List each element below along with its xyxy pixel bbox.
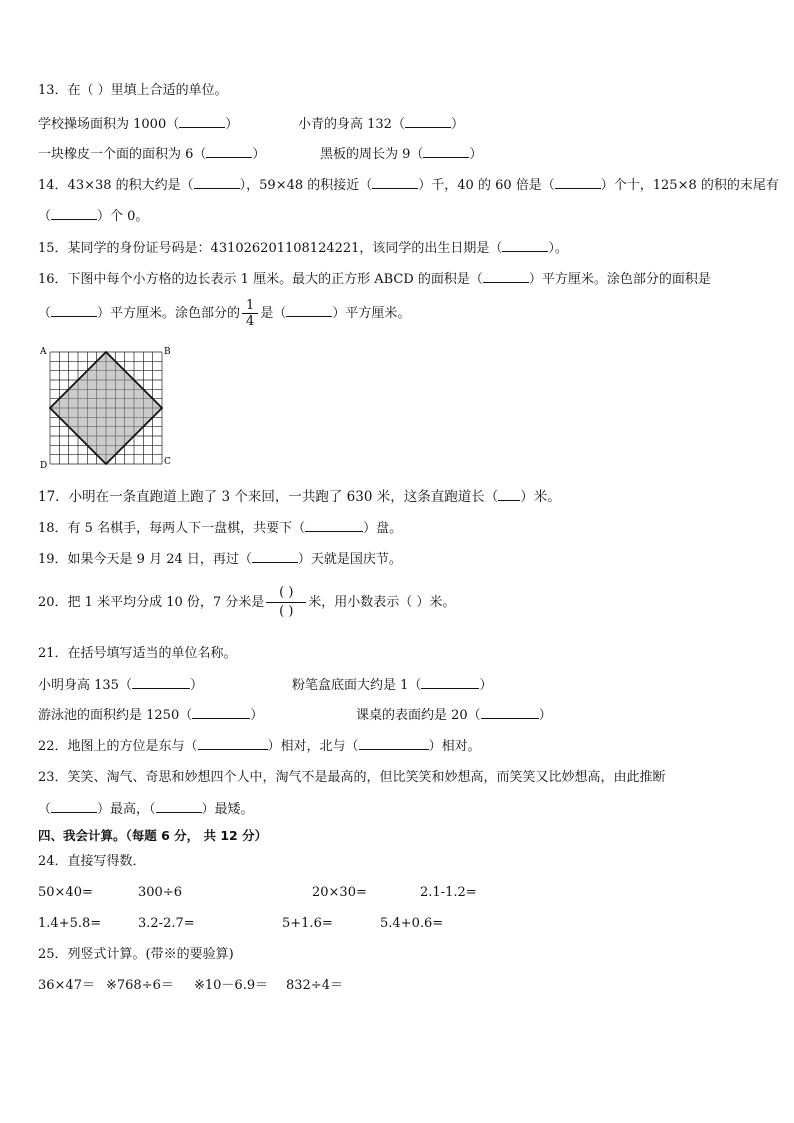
q24-row-2-item-3: 5+1.6= [282, 916, 333, 931]
q25-item-3: ※10－6.9＝ [194, 978, 269, 993]
answer-blank[interactable] [359, 737, 429, 750]
q24-row-2-item-2: 3.2-2.7= [138, 916, 195, 931]
text: 15．某同学的身份证号码是：431026201108124221，该同学的出生日期是（ [38, 241, 503, 256]
fraction-denominator-blank[interactable]: ( ) [279, 604, 294, 619]
fraction-numerator: 1 [242, 298, 258, 314]
answer-blank[interactable] [555, 176, 601, 189]
q24-row-1-item-1: 50×40= [38, 885, 93, 900]
q20 [38, 584, 455, 622]
text: 14．43×38 的积大约是（ [38, 178, 194, 193]
text: ） [538, 708, 552, 723]
text: ） [479, 678, 493, 693]
q19 [38, 550, 402, 569]
answer-blank[interactable] [498, 488, 520, 501]
fraction-numerator-blank[interactable]: ( ) [266, 584, 306, 603]
q14-line-1 [38, 176, 779, 195]
answer-blank[interactable] [192, 706, 250, 719]
text: ） [250, 708, 264, 723]
answer-blank[interactable] [156, 800, 202, 813]
text: ） [189, 678, 203, 693]
answer-blank[interactable] [305, 519, 363, 532]
text: 粉笔盒底面大约是 1（ [292, 678, 422, 693]
shaded-diamond [50, 352, 162, 464]
q23-line-2 [38, 800, 254, 819]
answer-blank[interactable] [198, 737, 268, 750]
text: ）平方厘米。涂色部分的 [97, 306, 241, 321]
q25-item-2: ※768÷6＝ [106, 978, 174, 993]
answer-blank[interactable] [252, 550, 298, 563]
q25-item-1: 36×47＝ [38, 978, 95, 993]
q23-line-1: 23．笑笑、淘气、奇思和妙想四个人中，淘气不是最高的，但比笑笑和妙想高，而笑笑又比妙想高，由此推断 [38, 770, 666, 785]
text: 是（ [260, 306, 287, 321]
square-grid-figure [36, 342, 176, 472]
text: 小青的身高 132（ [298, 117, 405, 132]
text: ）平方厘米。涂色部分的面积是 [528, 272, 711, 287]
answer-blank[interactable] [372, 176, 418, 189]
text: ） [225, 117, 239, 132]
section-4-heading: 四、我会计算。（每题 6 分， 共 12 分） [38, 828, 268, 843]
q24-row-1-item-2: 300÷6 [138, 885, 182, 900]
text: 学校操场面积为 1000（ [38, 117, 180, 132]
text: ）个 0。 [97, 209, 149, 224]
answer-blank[interactable] [481, 706, 539, 719]
q18 [38, 519, 402, 538]
corner-label-b: B [164, 347, 171, 357]
q24-row-1-item-4: 2.1-1.2= [420, 885, 477, 900]
corner-label-d: D [40, 461, 48, 471]
text: 20．把 1 米平均分成 10 份，7 分米是 [38, 595, 265, 610]
q13-item-2 [298, 115, 464, 134]
fraction-blank[interactable] [266, 584, 306, 621]
q24-row-1-item-3: 20×30= [312, 885, 367, 900]
q21-item-1 [38, 676, 203, 695]
answer-blank[interactable] [423, 145, 469, 158]
q25-item-4: 832÷4＝ [286, 978, 343, 993]
answer-blank[interactable] [51, 304, 97, 317]
q21-item-2 [292, 676, 492, 695]
text: ）盘。 [363, 521, 403, 536]
text: ）相对。 [428, 739, 481, 754]
q13-item-3 [38, 145, 265, 164]
q24-row-2-item-4: 5.4+0.6= [380, 916, 444, 931]
text: ），59×48 的积接近（ [239, 178, 373, 193]
answer-blank[interactable] [194, 176, 240, 189]
q13-stem: 13．在（ ）里填上合适的单位。 [38, 83, 228, 98]
text: ） [469, 147, 483, 162]
text: 课桌的表面约是 20（ [356, 708, 481, 723]
q21-stem: 21．在括号填写适当的单位名称。 [38, 646, 237, 661]
corner-label-a: A [40, 347, 47, 357]
q16-line-2 [38, 298, 410, 329]
q16-line-1 [38, 270, 711, 289]
fraction-one-quarter [242, 298, 258, 329]
answer-blank[interactable] [179, 115, 225, 128]
text: 17．小明在一条直跑道上跑了 3 个来回，一共跑了 630 米，这条直跑道长（ [38, 489, 499, 505]
fraction-denominator: 4 [246, 314, 255, 329]
text: ）个十，125×8 的积的末尾有 [600, 178, 779, 193]
q21-item-3 [38, 706, 263, 725]
text: 小明身高 135（ [38, 678, 132, 693]
text: 一块橡皮一个面的面积为 6（ [38, 147, 207, 162]
text: 黑板的周长为 9（ [320, 147, 424, 162]
text: （ [38, 802, 52, 817]
corner-label-c: C [164, 457, 171, 467]
answer-blank[interactable] [51, 800, 97, 813]
text: 19．如果今天是 9 月 24 日，再过（ [38, 552, 252, 567]
q13-item-4 [320, 145, 482, 164]
text: ）最矮。 [201, 802, 254, 817]
answer-blank[interactable] [206, 145, 252, 158]
text: 米，用小数表示（ ）米。 [308, 595, 456, 610]
answer-blank[interactable] [502, 239, 548, 252]
q13-item-1 [38, 115, 238, 134]
text: 18．有 5 名棋手，每两人下一盘棋，共要下（ [38, 521, 306, 536]
text: ）平方厘米。 [332, 306, 411, 321]
text: ）。 [548, 241, 568, 256]
answer-blank[interactable] [132, 676, 190, 689]
text: 游泳池的面积约是 1250（ [38, 708, 193, 723]
answer-blank[interactable] [51, 207, 97, 220]
text: ）天就是国庆节。 [297, 552, 402, 567]
text: 22．地图上的方位是东与（ [38, 739, 198, 754]
text: ）相对，北与（ [267, 739, 359, 754]
text: 16．下图中每个小方格的边长表示 1 厘米。最大的正方形 ABCD 的面积是（ [38, 272, 483, 287]
q24-row-2-item-1: 1.4+5.8= [38, 916, 102, 931]
answer-blank[interactable] [286, 304, 332, 317]
q14-line-2 [38, 207, 148, 226]
answer-blank[interactable] [483, 270, 529, 283]
q15 [38, 239, 568, 258]
q22 [38, 737, 481, 756]
q21-item-4 [356, 706, 552, 725]
q17 [38, 488, 561, 506]
text: ） [450, 117, 464, 132]
text: （ [38, 209, 52, 224]
text: ）米。 [520, 489, 561, 505]
text: ）千，40 的 60 倍是（ [418, 178, 555, 193]
q24-stem: 24．直接写得数． [38, 854, 146, 869]
answer-blank[interactable] [421, 676, 479, 689]
answer-blank[interactable] [405, 115, 451, 128]
text: ）最高，（ [97, 802, 156, 817]
text: （ [38, 306, 52, 321]
q25-stem: 25．列竖式计算。(带※的要验算) [38, 947, 234, 962]
text: ） [252, 147, 266, 162]
